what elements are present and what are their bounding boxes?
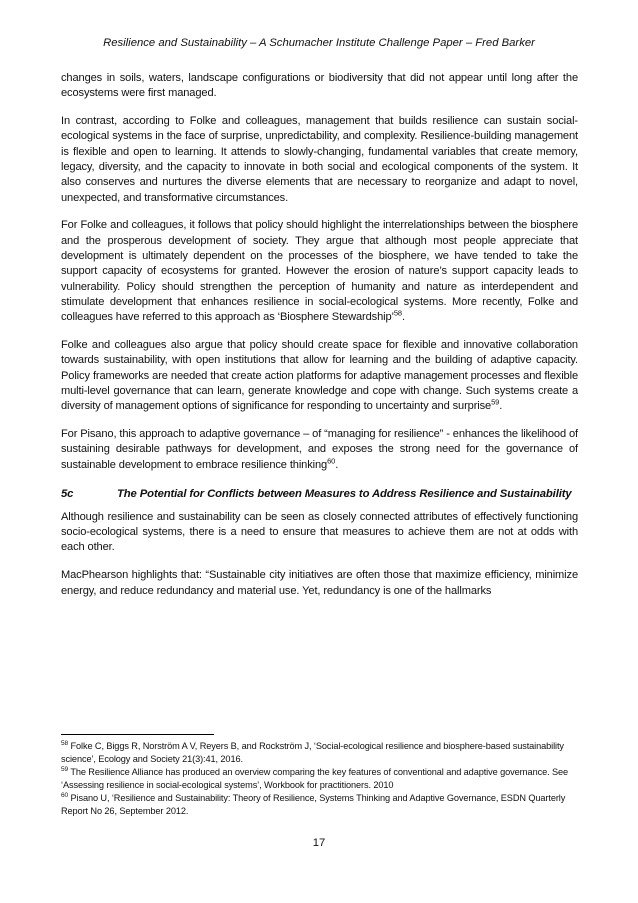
paragraph-4-text: Folke and colleagues also argue that policy should create space for flexible and innovative collaboration towards sustainability, with open institutions that allow for learning and the building of adaptive capacity. Policy frameworks are needed that create action platforms for adaptive management processes and flexible multi-level governance that can learn, generate knowledge and cope with change. Such systems create a diversity of management options of significance for responding to uncertainty and surprise [61, 338, 578, 413]
paragraph-3-text: For Folke and colleagues, it follows that policy should highlight the interrelationships between the biosphere and the prosperous development of society. They argue that although most people appreciate that development is ultimately dependent on the processes of the biosphere, we have tended to take the support capacity of ecosystems for granted. However the erosion of nature’s support capacity leads to vulnerability. Policy should strengthen the perception of humanity and nature as interdependent and stimulate development that enhances resilience in social-ecological systems. More recently, Folke and colleagues have referred to this approach as ‘Biosphere Stewardship’ [61, 219, 578, 324]
paragraph-4 [61, 338, 578, 414]
paragraph-5-end: . [335, 458, 339, 471]
footnote-number: 60 [61, 791, 69, 799]
paragraph-5 [61, 427, 578, 473]
paragraph-3-end: . [401, 311, 405, 324]
footnote-ref-60[interactable]: 60 [327, 455, 336, 465]
footnote-ref-58[interactable]: 58 [393, 308, 402, 318]
footnote-text: Folke C, Biggs R, Norström A V, Reyers B, and Rockström J, ‘Social-ecological resilience and biosphere-based sustainability science’, Ecology and Society 21(3):41, 2016. [61, 741, 564, 764]
section-number: 5c [61, 487, 74, 500]
section-heading [61, 487, 578, 502]
paragraph-5-text: For Pisano, this approach to adaptive governance – of “managing for resilience” - enhances the likelihood of sustaining desirable pathways for development, and exposes the strong need for the governance of sustainable development to embrace resilience thinking [61, 427, 578, 471]
body-text [61, 71, 578, 611]
footnotes-section [61, 734, 581, 818]
paragraph-6: Although resilience and sustainability can be seen as closely connected attributes of effectively functioning socio-ecological systems, there is a need to ensure that measures to achieve them are not at odds with each other. [61, 510, 578, 554]
section-title: The Potential for Conflicts between Measures to Address Resilience and Sustainability [117, 487, 572, 500]
page-number: 17 [312, 837, 326, 849]
footnote-text: The Resilience Alliance has produced an overview comparing the key features of conventional and adaptive governance. See ‘Assessing resilience in social-ecological systems’, Workbook for practitioners. 2010 [61, 767, 569, 790]
paragraph-1: changes in soils, waters, landscape configurations or biodiversity that did not appear until long after the ecosystems were first managed. [61, 72, 578, 100]
running-header: Resilience and Sustainability – A Schumacher Institute Challenge Paper – Fred Barker [103, 37, 535, 49]
footnote-58 [61, 740, 581, 766]
paragraph-7: MacPhearson highlights that: “Sustainable city initiatives are often those that maximize efficiency, minimize energy, and reduce redundancy and material use. Yet, redundancy is one of the hallmarks [61, 569, 578, 597]
paragraph-3 [61, 218, 578, 325]
footnote-ref-59[interactable]: 59 [491, 397, 500, 407]
paragraph-4-end: . [499, 400, 503, 413]
footnote-number: 58 [61, 739, 69, 747]
footnote-divider [61, 734, 214, 735]
paragraph-2: In contrast, according to Folke and colleagues, management that builds resilience can sustain social-ecological systems in the face of surprise, unpredictability, and complexity. Resilience-building management is flexible and open to learning. It attends to slowly-changing, fundamental variables that create memory, legacy, diversity, and the capacity to innovate in both social and ecological components of the system. It also conserves and nurtures the diverse elements that are necessary to reorganize and adapt to novel, unexpected, and transformative circumstances. [61, 115, 578, 204]
footnote-59 [61, 766, 581, 792]
footnote-60 [61, 792, 581, 818]
footnote-number: 59 [61, 765, 69, 773]
footnote-text: Pisano U, ‘Resilience and Sustainability: Theory of Resilience, Systems Thinking and Adaptive Governance, ESDN Quarterly Report No 26, September 2012. [61, 793, 566, 816]
